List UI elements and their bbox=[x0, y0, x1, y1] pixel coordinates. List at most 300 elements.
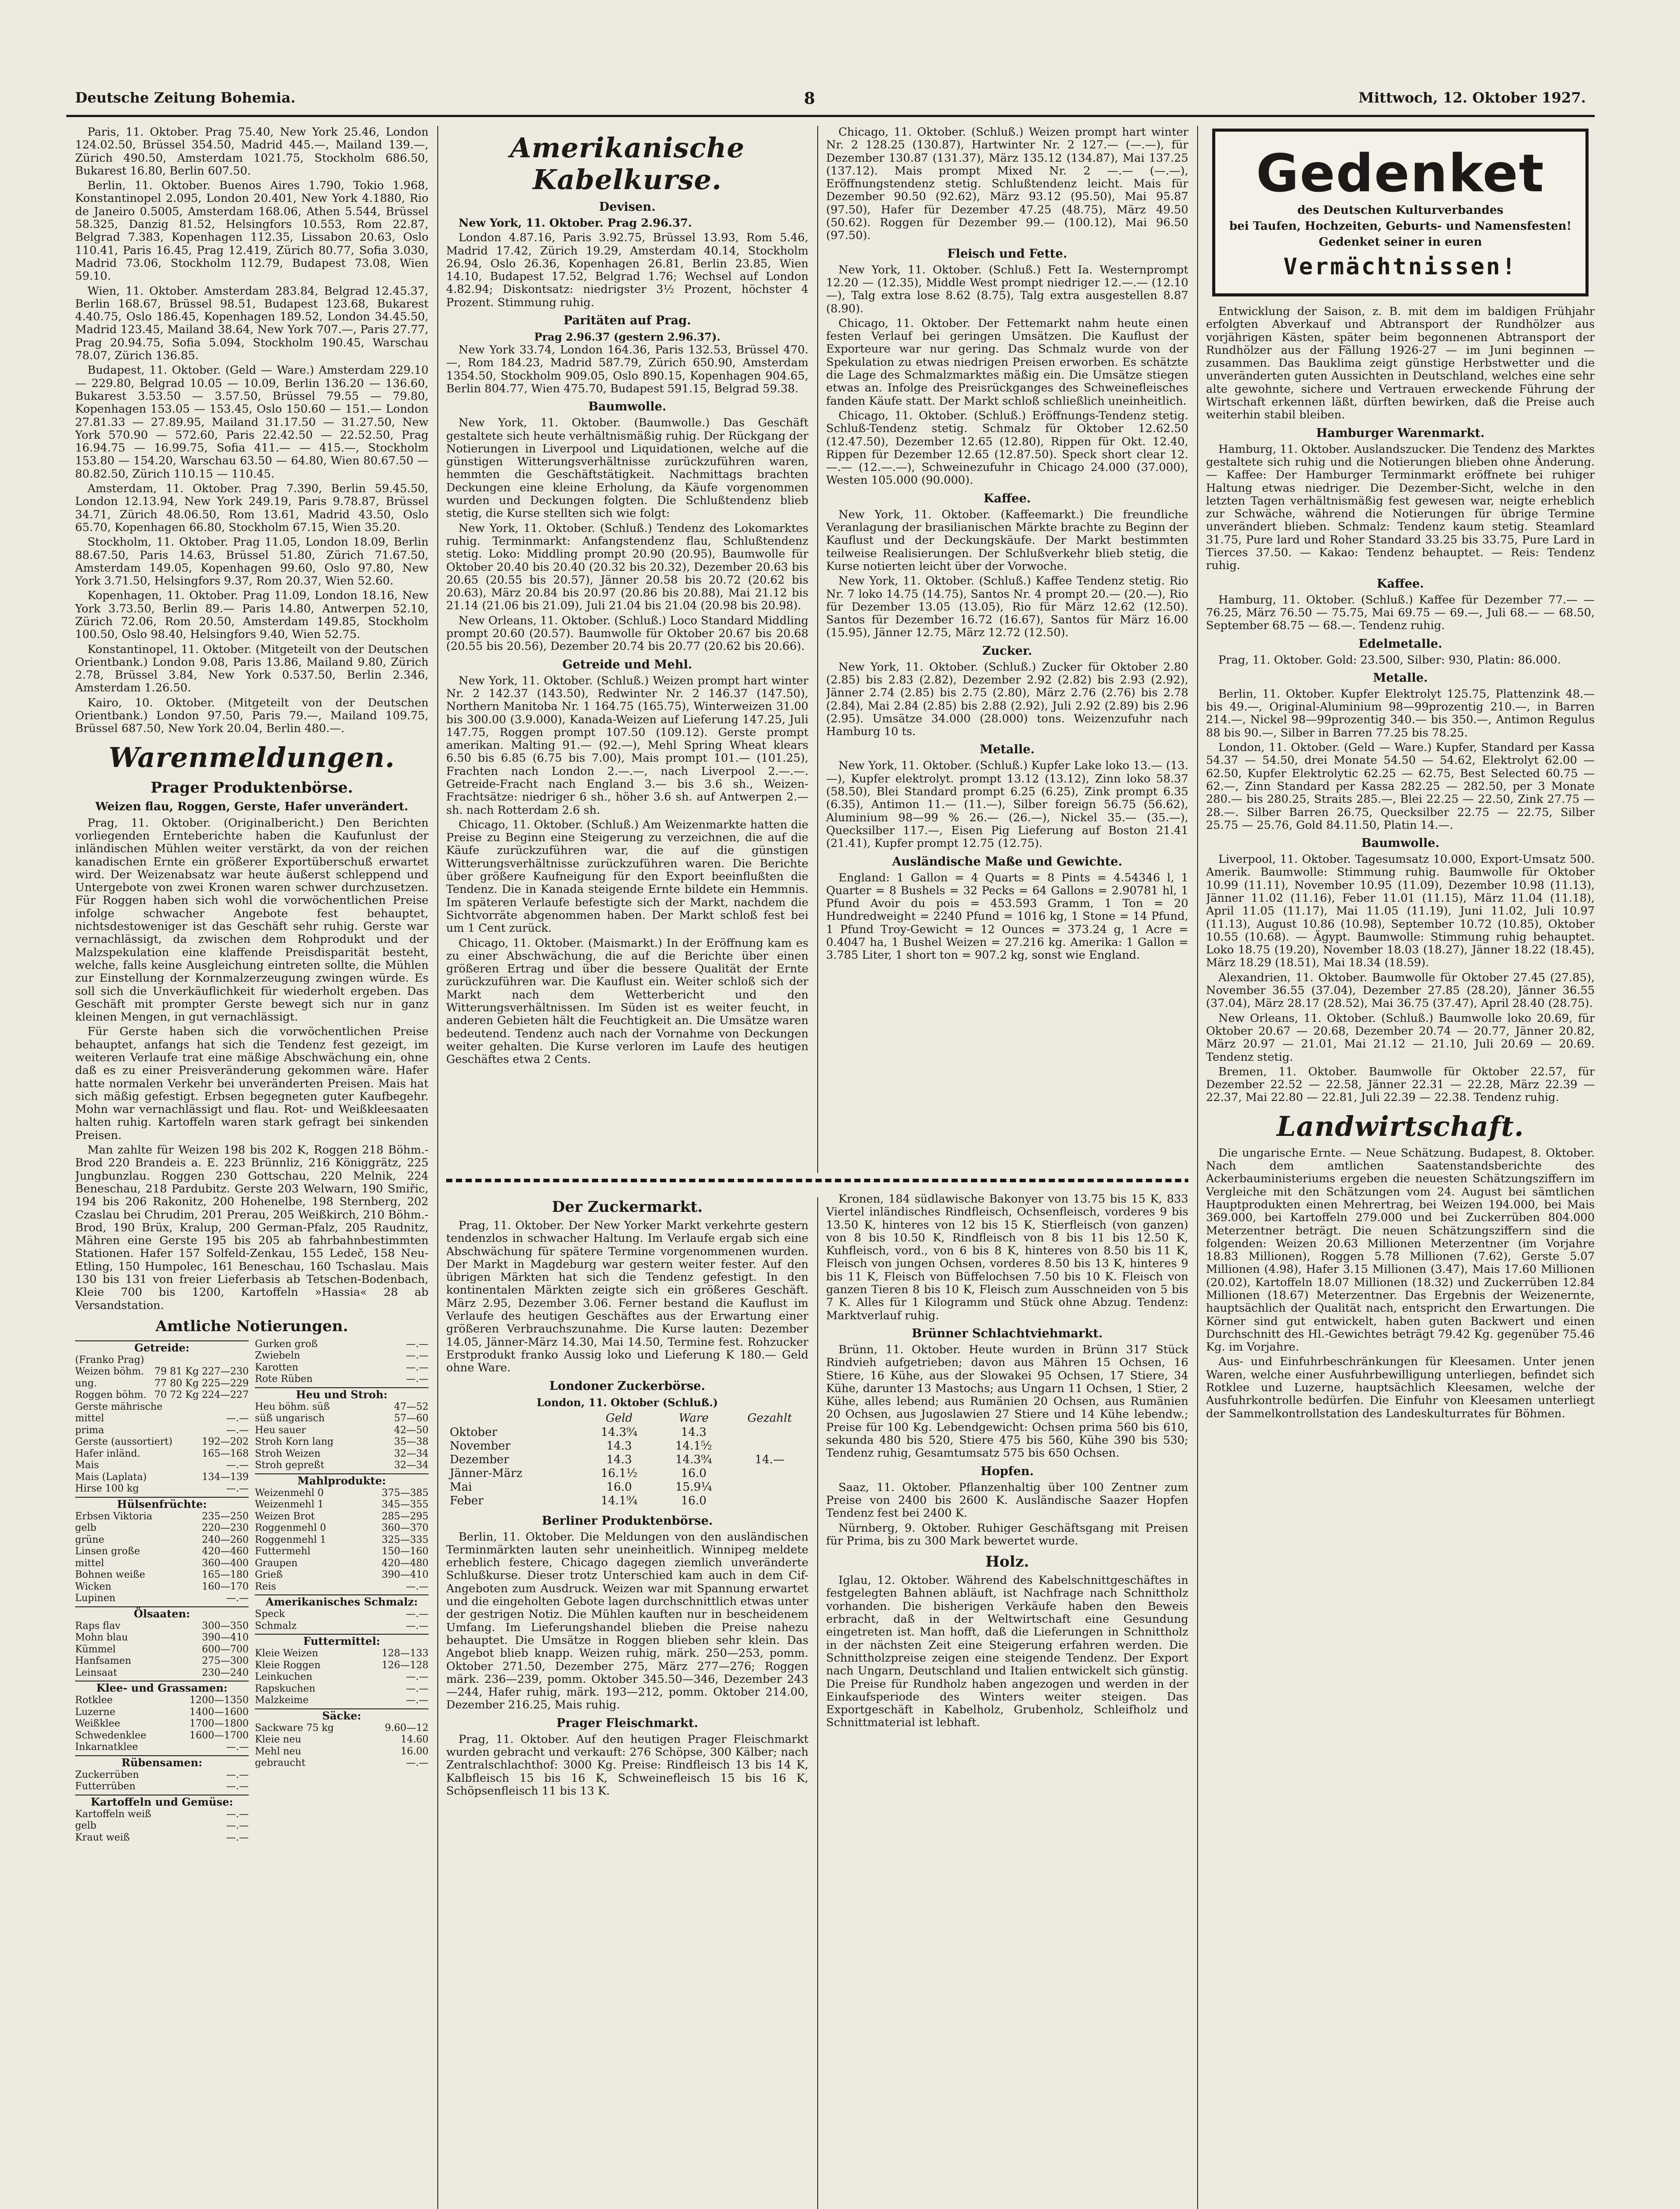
paritaeten-subheading: Prag 2.96.37 (gestern 2.96.37). bbox=[534, 330, 721, 344]
london-sugar-table bbox=[446, 1411, 808, 1508]
quotation-row bbox=[255, 1558, 429, 1570]
quotation-label: Mais (Laplata) bbox=[75, 1471, 147, 1483]
metalle-paragraph: London, 11. Oktober. (Geld — Ware.) Kupfer, Standard per Kassa 54.37 — 54.50, drei Monate 54.50 — 54.62, Elektrolyt 62.00 — 62.50, Kupfer Elektrolytic 62.25 — 62.75, Best Selected 60.75 — 62.—, Zinn Standard per Kassa 282.25 — 282.50, per 3 Monate 280.— bis 280.25, Straits 285.—, Blei 22.25 — 22.50, Zink 27.75 — 28.—. Silber Barren 26.75, Quecksilber 22.75 — 22.75, Silber 25.75 — 25.76, Gold 84.11.50, Platin 14.—. bbox=[1206, 741, 1595, 832]
quotation-label: Sackware 75 kg bbox=[255, 1722, 334, 1734]
prager-fleischmarkt-report: Prag, 11. Oktober. Auf den heutigen Prager Fleischmarkt wurden gebracht und verkauft: 276 Schöpse, 300 Kälber; nach Zentralschlachthof: 3000 Kg. Preise: Rindfleisch 13 bis 14 K, Kalbfleisch 15 bis 16 K, Schweinefleisch 15 bis 16 K, Schöpsenfleisch 11 bis 13 K. bbox=[446, 1732, 808, 1798]
quotation-row bbox=[75, 1389, 249, 1401]
quotation-price: 235—250 bbox=[202, 1511, 249, 1522]
quotations-right bbox=[255, 1339, 429, 1844]
prague-report-paragraph: Prag, 11. Oktober. (Originalbericht.) Den Berichten vorliegenden Ernteberichte haben die Kaufunlust der inländischen Mühlen weiter verstärkt, da von der reichen kanadischen Ernte ein größerer Exportüberschuß erwartet wird. Der Weizenabsatz war heute äußerst schleppend und Untergebote von zwei Kronen waren schwer durchzusetzen. Für Roggen haben sich wohl die vorwöchentlichen Preise infolge schwacher Angebote fest behauptet, nichtsdestoweniger ist das Geschäft sehr ruhig. Gerste war vernachlässigt, da zwischen dem Rohprodukt und der Malzspekulation eine klaffende Preisdisparität besteht, welche, falls keine Ausgleichung eintreten sollte, die Mühlen zur Einstellung der Kornmalzerzeugung zwingen würde. Es soll sich die Unverkäuflichkeit für wiederholt ergeben. Das Geschäft mit prompter Gerste bewegt sich nur in ganz kleinen Mengen, in gut vernachlässigt. bbox=[75, 816, 429, 1024]
quotation-label: Rote Rüben bbox=[255, 1374, 313, 1385]
kaffee-heading-2: Kaffee. bbox=[1377, 577, 1424, 591]
masthead-title: Deutsche Zeitung Bohemia. bbox=[75, 89, 296, 106]
quotation-price: 128—133 bbox=[382, 1648, 429, 1659]
baumwolle-paragraph: Liverpool, 11. Oktober. Tagesumsatz 10.000, Export-Umsatz 500. Amerik. Baumwolle: Stimmung ruhig. Baumwolle für Oktober 10.99 (11.11), November 10.95 (11.09), Dezember 10.98 (11.13), Jänner 11.02 (11.16), Feber 11.01 (11.15), März 11.04 (11.18), April 11.05 (11.17), Mai 11.05 (11.19), Juni 11.02, Juli 10.97 (11.13), August 10.86 (10.98), September 10.72 (10.85), Oktober 10.55 (10.68). — Ägypt. Baumwolle: Stimmung ruhig behauptet. Loko 18.75 (19.20), November 18.03 (18.27), Jänner 18.22 (18.45), März 18.29 (18.51), Mai 18.34 (18.59). bbox=[1206, 853, 1595, 970]
quotation-group-heading: Ölsaaten: bbox=[75, 1606, 249, 1621]
quotation-label: mittel bbox=[75, 1413, 104, 1424]
quotation-row bbox=[255, 1401, 429, 1413]
quotation-row bbox=[255, 1534, 429, 1546]
quotation-label: Gerste (aussortiert) bbox=[75, 1436, 173, 1448]
quotation-label: Linsen große bbox=[75, 1546, 140, 1557]
quotation-label: grüne bbox=[75, 1534, 104, 1545]
quotation-group-heading: Rübensamen: bbox=[75, 1755, 249, 1769]
quotation-row bbox=[75, 1534, 249, 1546]
quotation-row bbox=[255, 1522, 429, 1534]
table-cell: 14.3 bbox=[606, 1439, 632, 1453]
ad-slogan: Vermächtnissen! bbox=[1283, 254, 1517, 280]
quotation-row bbox=[255, 1448, 429, 1460]
quotation-label: süß ungarisch bbox=[255, 1413, 325, 1424]
quotation-price: 160—170 bbox=[202, 1581, 249, 1592]
exchange-report: Berlin, 11. Oktober. Buenos Aires 1.790, Tokio 1.968, Konstantinopel 2.095, London 20.401, New York 4.1880, Rio de Janeiro 0.5005, Amsterdam 168.06, Athen 5.544, Brüssel 58.325, Danzig 81.52, Helsingfors 10.553, Rom 22.87, Belgrad 7.383, Kopenhagen 112.35, Lissabon 20.63, Oslo 110.41, Paris 16.45, Prag 12.419, Zürich 80.77, Sofia 3.030, Madrid 73.06, Stockholm 112.79, Budapest 73.08, Wien 59.10. bbox=[75, 179, 429, 283]
prague-report-paragraph: Man zahlte für Weizen 198 bis 202 K, Roggen 218 Böhm.-Brod 220 Brandeis a. E. 223 Brünnliz, 216 Königgrätz, 225 Jungbunzlau. Roggen 230 Gottschau, 220 Melnik, 224 Beneschau, 218 Pardubitz. Gerste 203 Welwarn, 190 Smiřic, 194 bis 206 Rakonitz, 200 Hohenelbe, 198 Sternberg, 202 Czaslau bei Chrudim, 201 Prerau, 205 Weißkirch, 210 Böhm.-Brod, 190 Brüx, Kralup, 200 German-Pfalz, 205 Raudnitz, Mähren eine Gerste 195 bis 205 ab fahrbahnbestimmten Stationen. Hafer 157 Solfeld-Zenkau, 155 Ledeč, 158 Neu-Etling, 150 Humpolec, 161 Beneschau, 160 Tschaslau. Mais 130 bis 131 von freier Lieferbasis ab Tetschen-Bodenbach, Kleie 700 bis 1200, Kartoffeln »Hassia« 28 ab Versandstation. bbox=[75, 1143, 429, 1312]
quotation-label: Reis bbox=[255, 1581, 276, 1592]
quotation-row bbox=[255, 1374, 429, 1385]
quotation-row bbox=[255, 1734, 429, 1746]
quotation-label: Rotklee bbox=[75, 1695, 113, 1706]
prague-exchange-report bbox=[75, 817, 429, 1312]
quotation-label: Schmalz bbox=[255, 1620, 297, 1632]
quotation-label: Weizenmehl 1 bbox=[255, 1499, 324, 1511]
foreign-exchange-reports bbox=[75, 126, 429, 736]
quotation-price: 165—168 bbox=[202, 1448, 249, 1459]
quotation-price: 275—300 bbox=[202, 1655, 249, 1667]
ad-line: des Deutschen Kulturverbandes bbox=[1297, 204, 1504, 217]
quotation-price: —.— bbox=[406, 1757, 429, 1769]
quotation-label: Rapskuchen bbox=[255, 1683, 315, 1694]
quotation-price: 1200—1350 bbox=[190, 1695, 249, 1706]
quotation-price: —.— bbox=[226, 1742, 249, 1753]
notierungen-heading: Amtliche Notierungen. bbox=[155, 1317, 349, 1335]
kaffee-heading: Kaffee. bbox=[983, 491, 1031, 505]
getreide-paragraph: Chicago, 11. Oktober. (Maismarkt.) In der Eröffnung kam es zu einer Abschwächung, die auf die Berichte über einen größeren Ertrag und über die bessere Qualität der Ernte zurückzuführen war. Die Kauflust ein. Weiter schloß sich der Markt nach dem Wetterbericht und den Witterungsverhältnissen. Im Süden ist es weiter feucht, in anderen Gebieten hält die Feuchtigkeit an. Die Umsätze waren bedeutend. Tendenz auch nach der Vornahme von Deckungen weiter gehalten. Die Kurse verloren im Laufe des heutigen Geschäftes etwa 2 Cents. bbox=[446, 936, 808, 1067]
quotation-group-heading: Kartoffeln und Gemüse: bbox=[75, 1795, 249, 1809]
quotation-price: 47—52 bbox=[394, 1401, 429, 1412]
quotation-row bbox=[75, 1632, 249, 1644]
quotation-price: —.— bbox=[406, 1671, 429, 1683]
quotation-label: Kümmel bbox=[75, 1643, 116, 1655]
quotation-row bbox=[75, 1707, 249, 1719]
hamburger-report: Hamburg, 11. Oktober. Auslandszucker. Die Tendenz des Marktes gestaltete sich ruhig und die Notierungen blieben ohne Änderung. — Kaffee: Der Hamburger Terminmarkt eröffnete bei ruhiger Haltung etwas niedriger. Die Dezember-Sicht, welche in den letzten Tagen verhältnismäßig fest gewesen war, neigte erheblich zur Schwäche, während die Notierungen für übrige Termine unverändert blieben. Schmalz: Tendenz kaum stetig. Steamlard 31.75, Pure lard und Roher Standard 33.25 bis 33.75, Pure Lard in Tierces 37.50. — Kakao: Tendenz behauptet. — Reis: Tendenz ruhig. bbox=[1206, 442, 1595, 573]
newspaper-page bbox=[66, 84, 1595, 2209]
column-3 bbox=[826, 126, 1188, 1173]
quotation-price: 42—50 bbox=[394, 1424, 429, 1436]
newyork-rate-heading: New York, 11. Oktober. Prag 2.96.37. bbox=[459, 216, 692, 230]
table-cell: 14.1⁵⁄₂ bbox=[675, 1439, 712, 1453]
table-column-header: Ware bbox=[679, 1411, 709, 1425]
ad-title: Gedenket bbox=[1256, 143, 1545, 204]
quotation-label: Stroh gepreßt bbox=[255, 1460, 325, 1471]
table-cell: 16.0 bbox=[681, 1466, 707, 1480]
berliner-produktenboerse-heading: Berliner Produktenbörse. bbox=[542, 1514, 713, 1528]
zuckermarkt-report: Prag, 11. Oktober. Der New Yorker Markt verkehrte gestern tendenzlos in schwacher Haltung. Im Verlaufe ergab sich eine Abschwächung für spätere Termine vorgenommenen wurden. Der Markt in Magdeburg war gestern weiter fester. Auf den übrigen Märkten hat sich die Tendenz gefestigt. In den kontinentalen Märkten zeigte sich ein größeres Geschäft. März 2.95, Dezember 3.06. Ferner bestand die Kauflust im Verlaufe des heutigen Geschäftes aus der Erwartung einer größeren Verbrauchszunahme. Die Kurse lauten: Dezember 14.05, Jänner-März 14.30, Mai 14.50, Termine fest. Rohzucker Erstprodukt franko Aussig loko und Lieferung K 180.— Geld ohne Ware. bbox=[446, 1219, 808, 1375]
quotation-row bbox=[255, 1621, 429, 1632]
quotation-price: 325—335 bbox=[382, 1534, 429, 1545]
column-rule bbox=[437, 126, 438, 2209]
quotation-row bbox=[75, 1366, 249, 1378]
quotation-label: Roggenmehl 0 bbox=[255, 1522, 326, 1534]
quotation-row bbox=[75, 1558, 249, 1570]
quotation-row bbox=[75, 1581, 249, 1593]
hamburger-warenmarkt-heading: Hamburger Warenmarkt. bbox=[1316, 426, 1485, 440]
quotation-price: 375—385 bbox=[382, 1487, 429, 1499]
table-cell: 16.1¹⁄₂ bbox=[600, 1466, 638, 1480]
quotation-row bbox=[75, 1483, 249, 1495]
section-title-warenmeldungen: Warenmeldungen. bbox=[108, 741, 395, 774]
exchange-report: Amsterdam, 11. Oktober. Prag 7.390, Berlin 59.45.50, London 12.13.94, New York 249.19, Paris 9.78.87, Brüssel 34.71, Zürich 48.06.50, Rom 13.61, Madrid 43.50, Oslo 65.70, Kopenhagen 66.80, Stockholm 67.15, Wien 35.20. bbox=[75, 482, 429, 534]
quotation-row bbox=[75, 1569, 249, 1581]
landwirtschaft-title: Landwirtschaft. bbox=[1276, 1110, 1525, 1142]
table-cell bbox=[731, 1439, 808, 1453]
quotation-price: 32—34 bbox=[394, 1448, 429, 1459]
quotation-row bbox=[255, 1660, 429, 1672]
table-cell bbox=[731, 1494, 808, 1508]
quotation-row bbox=[75, 1820, 249, 1832]
quotation-label: Inkarnatklee bbox=[75, 1742, 138, 1753]
quotation-row bbox=[255, 1339, 429, 1351]
bruenner-report: Brünn, 11. Oktober. Heute wurden in Brünn 317 Stück Rindvieh aufgetrieben; davon aus Mähren 15 Ochsen, 16 Stiere, 16 Kühe, aus der Slowakei 95 Ochsen, 17 Stiere, 34 Kühe, darunter 13 Mastochs; aus Ungarn 11 Ochsen, 1 Stier, 2 Kühe, alles lebend; aus Rumänien 20 Ochsen, aus Rumänien 20 Ochsen, aus Jugoslawien 27 Stiere und 14 Kühe lebendw.; Preise für 100 Kg. Lebendgewicht: Ochsen prima 560 bis 610, sekunda 480 bis 520, Stiere 475 bis 560, Kühe 390 bis 530; Tendenz ruhig, Gesamtumsatz 575 bis 650 Ochsen. bbox=[826, 1343, 1188, 1460]
baumwolle-paragraph: New York, 11. Oktober. (Baumwolle.) Das Geschäft gestaltete sich heute verhältnismäßig ruhig. Der Rückgang der Notierungen in Liverpool und Liquidationen, welche auf die günstigen Witterungsverhältnisse zurückzuführen waren, hemmten die Geschäftstätigkeit. Nachmittags brachten Deckungen eine kleine Erholung, da Käufe vorgenommen wurden und Deckungen folgten. Die Schlußtendenz blieb stetig, die Kurse stellten sich wie folgt: bbox=[446, 416, 808, 520]
quotation-row bbox=[75, 1522, 249, 1534]
quotation-label: Luzerne bbox=[75, 1706, 116, 1718]
quotation-label: Graupen bbox=[255, 1557, 298, 1569]
quotation-label: Mehl neu bbox=[255, 1746, 302, 1757]
quotation-row bbox=[255, 1488, 429, 1499]
table-row bbox=[446, 1439, 808, 1453]
quotation-row bbox=[75, 1621, 249, 1632]
quotation-row bbox=[75, 1742, 249, 1754]
table-row-label: Mai bbox=[450, 1480, 472, 1494]
prague-exchange-heading: Prager Produktenbörse. bbox=[151, 778, 353, 797]
kaffee-paragraph: New York, 11. Oktober. (Kaffeemarkt.) Die freundliche Veranlagung der brasilianischen Märkte brachte zu Beginn der Kauflust und der Deckungskäufe. Der Markt bestimmten teilweise Realisierungen. Der Schlußverkehr blieb stetig, die Kurse notierten leicht über der Vorwoche. bbox=[826, 508, 1188, 573]
quotation-row bbox=[255, 1569, 429, 1581]
baumwolle-heading: Baumwolle. bbox=[588, 400, 667, 414]
prague-report-paragraph: Für Gerste haben sich die vorwöchentlichen Preise behauptet, anfangs hat sich die Tendenz fest gezeigt, im weiteren Verlaufe trat eine mäßige Abschwächung ein, ohne daß es zu einer Preisveränderung gekommen wäre. Hafer hatte normalen Verkehr bei unveränderten Preisen. Mais hat sich mäßig gefestigt. Erbsen begegneten guter Kaufbegehr. Mohn war vernachlässigt und flau. Rot- und Weißkleesaaten halten ruhig. Kartoffeln waren stark gefragt bei sinkenden Preisen. bbox=[75, 1025, 429, 1142]
ad-line: bei Taufen, Hochzeiten, Geburts- und Namensfesten! bbox=[1229, 220, 1572, 233]
quotation-label: Lupinen bbox=[75, 1593, 116, 1604]
table-row bbox=[446, 1467, 808, 1480]
table-cell bbox=[731, 1467, 808, 1480]
quotation-price: —.— bbox=[406, 1609, 429, 1620]
lower-right-subcolumn bbox=[826, 1193, 1188, 2209]
quotation-row bbox=[255, 1350, 429, 1362]
quotation-label: Mais bbox=[75, 1460, 99, 1471]
quotation-row bbox=[255, 1723, 429, 1735]
quotation-label: Speck bbox=[255, 1609, 285, 1620]
chicago-grain-report: Chicago, 11. Oktober. (Schluß.) Weizen prompt hart winter Nr. 2 128.25 (130.87), Hartwinter Nr. 2 127.— (—.—), für Dezember 130.87 (131.37), März 135.12 (134.87), Mai 137.25 (137.12). Mais prompt Mixed Nr. 2 —.— (—.—), Eröffnungstendenz stetig. Schlußtendenz leicht. Mais für Dezember 90.50 (92.62), März 93.12 (95.50), Mai 95.87 (97.50), Hafer für Dezember 47.25 (48.75), März 49.50 (50.62). Roggen für Dezember 99.— (100.12), Mai 96.50 (97.50). bbox=[826, 126, 1188, 243]
quotation-row bbox=[255, 1546, 429, 1558]
quotation-row bbox=[75, 1401, 249, 1413]
table-cell: 14.3 bbox=[681, 1425, 707, 1439]
london-subheading: London, 11. Oktober (Schluß.) bbox=[536, 1396, 718, 1409]
quotation-label: Kartoffeln weiß bbox=[75, 1808, 152, 1820]
quotation-price: 220—230 bbox=[202, 1522, 249, 1534]
quotation-label: Weißklee bbox=[75, 1718, 120, 1730]
quotation-label: Leinsaat bbox=[75, 1667, 118, 1678]
newyork-rates: London 4.87.16, Paris 3.92.75, Brüssel 13.93, Rom 5.46, Madrid 17.42, Zürich 19.29, Amsterdam 40.14, Stockholm 26.94, Oslo 26.36, Kopenhagen 26.81, Berlin 23.85, Wien 14.10, Budapest 17.52, Belgrad 1.76; Wechsel auf London 4.82.94; Diskontsatz: niedrigster 3½ Prozent, höchster 4 Prozent. Stimmung ruhig. bbox=[446, 231, 808, 309]
quotation-row bbox=[255, 1511, 429, 1523]
quotation-label: Kleie Roggen bbox=[255, 1659, 321, 1671]
quotation-group-heading: Amerikanisches Schmalz: bbox=[255, 1594, 429, 1609]
holz-report: Iglau, 12. Oktober. Während des Kabelschnittgeschäftes in festgelegten Bahnen abläuft, ist Nachfrage nach Schnittholz vorhanden. Die bisherigen Verkäufe haben den Beweis erbracht, daß in der Weltwirtschaft eine Gesundung eingetreten ist. Man hofft, daß die Lieferungen in Schnittholz in der nächsten Zeit eine Steigerung erfahren werden. Die Schnittholzpreise zeigen eine steigende Tendenz. Der Export nach Ungarn, Deutschland und Italien entwickelt sich günstig. Die Preise für Rundholz haben angezogen und werden in der Einkaufsperiode des Winters weiter steigen. Das Exportgeschäft in Kabelholz, Grubenholz, Schleifholz und Schnittmaterial ist lebhaft. bbox=[826, 1574, 1188, 1730]
quotation-row bbox=[255, 1499, 429, 1511]
quotation-price: —.— bbox=[406, 1683, 429, 1694]
hopfen-paragraph: Saaz, 11. Oktober. Pflanzenhaltig über 100 Zentner zum Preise von 2400 bis 2600 K. Ausländische Saazer Hopfen Tendenz fest bei 2400 K. bbox=[826, 1480, 1188, 1520]
metalle-reports bbox=[1206, 688, 1595, 832]
quotation-price: 360—370 bbox=[382, 1522, 429, 1534]
kulturverband-advertisement bbox=[1212, 129, 1589, 296]
quotation-row bbox=[255, 1609, 429, 1621]
quotation-price: 1700—1800 bbox=[190, 1718, 249, 1730]
quotation-price: —.— bbox=[406, 1338, 429, 1350]
quotation-label: Hirse 100 kg bbox=[75, 1483, 139, 1495]
fleisch-fette-reports bbox=[826, 264, 1188, 487]
quotation-label: Gerste mährische bbox=[75, 1401, 163, 1412]
quotation-price: —.— bbox=[226, 1808, 249, 1820]
table-row-label: Dezember bbox=[450, 1453, 509, 1466]
devisen-heading: Devisen. bbox=[599, 200, 656, 214]
prager-fleischmarkt-heading: Prager Fleischmarkt. bbox=[556, 1716, 698, 1730]
quotation-label: Gurken groß bbox=[255, 1338, 318, 1350]
quotation-price: 79 81 Kg 227—230 bbox=[154, 1366, 249, 1378]
quotations-left bbox=[75, 1339, 249, 1844]
table-column-header: Gezahlt bbox=[747, 1411, 792, 1425]
quotation-price: —.— bbox=[406, 1362, 429, 1373]
quotation-row bbox=[75, 1809, 249, 1821]
quotation-row bbox=[75, 1655, 249, 1667]
paritaeten-rates: New York 33.74, London 164.36, Paris 132.53, Brüssel 470.—, Rom 184.23, Madrid 587.79, Zürich 650.90, Amsterdam 1354.50, Stockholm 909.05, Oslo 890.15, Kopenhagen 904.65, Berlin 804.77, Wien 475.70, Budapest 591.15, Belgrad 59.38. bbox=[446, 343, 808, 395]
table-cell bbox=[731, 1426, 808, 1439]
quotation-label: Zwiebeln bbox=[255, 1350, 300, 1362]
landwirtschaft-paragraph: Aus- und Einfuhrbeschränkungen für Kleesamen. Unter jenen Waren, welche einer Ausfuhrbewilligung unterliegen, befindet sich Rotklee und Luzerne, hauptsächlich Kleesamen, welche der Ausfuhrkontrolle bedürfen. Die Einfuhr von Kleesamen unterliegt der Sammelkontrollstation des Landeskulturrates für Böhmen. bbox=[1206, 1355, 1595, 1420]
kaffee-paragraph: New York, 11. Oktober. (Schluß.) Kaffee Tendenz stetig. Rio Nr. 7 loko 14.75 (14.75), Santos Nr. 4 prompt 20.— (20.—), Rio für Dezember 13.05 (13.05), Rio für März 12.62 (12.50). Santos für Dezember 16.72 (16.67), Santos für März 16.00 (15.95), Jänner 12.75, März 12.72 (12.50). bbox=[826, 574, 1188, 640]
quotation-label: Raps flav bbox=[75, 1620, 121, 1632]
quotation-label: Leinkuchen bbox=[255, 1671, 313, 1683]
quotation-label: Heu sauer bbox=[255, 1424, 306, 1436]
baumwolle-reports bbox=[446, 417, 808, 653]
hopfen-paragraph: Nürnberg, 9. Oktober. Ruhiger Geschäftsgang mit Preisen für Prima, bis zu 300 Mark bewertet wurde. bbox=[826, 1521, 1188, 1548]
quotation-group-heading: Klee- und Grassamen: bbox=[75, 1681, 249, 1695]
column-4 bbox=[1206, 126, 1595, 2209]
quotation-price: 390—410 bbox=[202, 1632, 249, 1643]
holz-continuation-text: Entwicklung der Saison, z. B. mit dem im baldigen Frühjahr erfolgten Abverkauf und Abtransport der Rundhölzer aus vorjährigen Kästen, später beim begonnenen Abtransport der Rundhölzer aus der Fällung 1926-27 — im Juni beginnen — zusammen. Das Bauklima zeigt günstige Herbstwetter und die unveränderten guten Aussichten in Deutschland, welches eine sehr alte gewohnte, sichere und Vertrauen erweckende Führung der Wirtschaft erkennen läßt, dürften bewirken, daß die Preise auch weiterhin stabil bleiben. bbox=[1206, 305, 1595, 422]
lower-middle-section bbox=[446, 1193, 1188, 2209]
quotation-row bbox=[75, 1781, 249, 1793]
kabelkurse-title: Amerikanische Kabelkurse. bbox=[510, 132, 745, 196]
page-number: 8 bbox=[804, 89, 815, 108]
table-cell: 15.9¹⁄₄ bbox=[675, 1480, 712, 1494]
exchange-report: Kopenhagen, 11. Oktober. Prag 11.09, London 18.16, New York 3.73.50, Berlin 89.— Paris 14.80, Antwerpen 52.10, Zürich 72.06, Rom 20.50, Amsterdam 149.85, Stockholm 100.50, Oslo 98.40, Helsingfors 9.40, Wien 52.75. bbox=[75, 589, 429, 641]
exchange-report: Stockholm, 11. Oktober. Prag 11.05, London 18.09, Berlin 88.67.50, Paris 14.63, Brüssel 51.80, Zürich 71.67.50, Amsterdam 149.05, Kopenhagen 99.60, Oslo 97.80, New York 3.71.50, Helsingfors 9.37, Rom 20.37, Wien 52.60. bbox=[75, 535, 429, 588]
quotation-price: 285—295 bbox=[382, 1511, 429, 1522]
quotation-row bbox=[255, 1757, 429, 1769]
quotation-row bbox=[75, 1472, 249, 1484]
quotation-row bbox=[75, 1593, 249, 1605]
quotation-price: 420—460 bbox=[202, 1546, 249, 1557]
getreide-paragraph: New York, 11. Oktober. (Schluß.) Weizen prompt hart winter Nr. 2 142.37 (143.50), Redwinter Nr. 2 146.37 (147.50), Northern Manitoba Nr. 1 164.75 (165.75), Winterweizen 31.00 bis 300.00 (3.9.000), Kanada-Weizen auf Lieferung 147.25, Juli 147.75, Roggen prompt 107.50 (109.12). Gerste prompt amerikan. Malting 91.— (92.—), Mehl Spring Wheat klears 6.50 bis 6.85 (6.75 bis 7.00), Mais prompt 101.— (101.25), Frachten nach London 2.—.—, nach Liverpool 2.—.—. Getreide-Fracht nach England 3.— bis 3.6 sh., Weizen-Frachtsätze: niedriger 6 sh., höher 3.6 sh. auf Antwerpen 2.— sh. nach Rotterdam 2.6 sh. bbox=[446, 674, 808, 817]
quotation-row bbox=[75, 1460, 249, 1472]
zucker-report: New York, 11. Oktober. (Schluß.) Zucker für Oktober 2.80 (2.85) bis 2.83 (2.82), Dezember 2.92 (2.82) bis 2.93 (2.92), Jänner 2.74 (2.85) bis 2.75 (2.80), März 2.76 (2.76) bis 2.78 (2.84), Mai 2.84 (2.85) bis 2.88 (2.92), Juli 2.92 (2.89) bis 2.96 (2.95). Umsätze 34.000 (28.000) tons. Weizenzufuhr nach Hamburg 10 ts. bbox=[826, 660, 1188, 739]
paritaeten-heading: Paritäten auf Prag. bbox=[563, 314, 691, 328]
quotation-row bbox=[75, 1832, 249, 1844]
edelmetalle-report: Prag, 11. Oktober. Gold: 23.500, Silber: 930, Platin: 86.000. bbox=[1218, 653, 1561, 667]
quotation-row bbox=[75, 1425, 249, 1437]
quotation-label: Hafer inländ. bbox=[75, 1448, 140, 1459]
quotation-label: Weizen Brot bbox=[255, 1511, 315, 1522]
quotation-price: 16.00 bbox=[401, 1746, 429, 1757]
quotation-row bbox=[255, 1425, 429, 1437]
table-cell: 16.0 bbox=[681, 1494, 707, 1507]
quotation-price: —.— bbox=[226, 1820, 249, 1832]
hopfen-heading: Hopfen. bbox=[980, 1464, 1034, 1478]
table-cell: 16.0 bbox=[606, 1480, 632, 1494]
quotation-row bbox=[75, 1546, 249, 1558]
baumwolle-paragraph: New Orleans, 11. Oktober. (Schluß.) Loco Standard Middling prompt 20.60 (20.57). Baumwolle für Oktober 20.67 bis 20.68 (20.55 bis 20.56), Dezember 20.74 bis 20.77 (20.62 bis 20.66). bbox=[446, 614, 808, 653]
quotation-group-heading: Getreide: bbox=[75, 1340, 249, 1355]
quotation-row bbox=[255, 1746, 429, 1758]
exchange-report: Paris, 11. Oktober. Prag 75.40, New York 25.46, London 124.02.50, Brüssel 354.50, Madrid 445.—, Mailand 139.—, Zürich 490.50, Amsterdam 1021.75, Stockholm 686.50, Bukarest 16.80, Berlin 607.50. bbox=[75, 126, 429, 178]
quotation-row bbox=[75, 1695, 249, 1707]
quotation-price: —.— bbox=[406, 1374, 429, 1385]
holz-heading: Holz. bbox=[985, 1553, 1029, 1571]
table-row-label: Jänner-März bbox=[450, 1466, 523, 1480]
quotation-row bbox=[255, 1362, 429, 1374]
quotation-group-heading: Hülsenfrüchte: bbox=[75, 1497, 249, 1511]
quotation-label: Roggen böhm. bbox=[75, 1389, 147, 1401]
table-cell: 14.3⁹⁄₄ bbox=[675, 1453, 712, 1466]
quotation-price: 134—139 bbox=[202, 1471, 249, 1483]
prague-exchange-subheading: Weizen flau, Roggen, Gerste, Hafer unverändert. bbox=[95, 800, 409, 813]
quotation-label: Erbsen Viktoria bbox=[75, 1511, 152, 1522]
quotation-price: 230—240 bbox=[202, 1667, 249, 1678]
quotation-row bbox=[255, 1460, 429, 1472]
quotation-price: 9.60—12 bbox=[385, 1722, 429, 1734]
quotation-price: 300—350 bbox=[202, 1620, 249, 1632]
quotation-price: 420—480 bbox=[382, 1557, 429, 1569]
quotation-row bbox=[255, 1683, 429, 1695]
quotation-group-heading: Heu und Stroh: bbox=[255, 1387, 429, 1401]
quotation-row bbox=[75, 1413, 249, 1425]
fleisch-paragraph: Chicago, 11. Oktober. Der Fettemarkt nahm heute einen festen Verlauf bei geringen Umsätzen. Die Kauflust der Exporteure war nur gering. Das Schmalz wurde von der Spekulation zu etwas niedrigen Preisen erworben. Es schätzte die Lage des Schmalzmarktes mäßig ein. Die Umsätze stiegen etwas an. Infolge des Preisrückganges des Schweinefleisches fanden Käufe statt. Der Markt schloß schließlich uneinheitlich. bbox=[826, 316, 1188, 408]
table-cell: 14.3⁹⁄₄ bbox=[600, 1425, 638, 1439]
quotation-price: —.— bbox=[226, 1593, 249, 1604]
quotation-label: ung. bbox=[75, 1378, 97, 1389]
exchange-report: Wien, 11. Oktober. Amsterdam 283.84, Belgrad 12.45.37, Berlin 168.67, Brüssel 98.51, Budapest 123.68, Bukarest 4.40.75, Oslo 186.45, Kopenhagen 189.52, London 34.45.50, Madrid 123.45, Mailand 38.64, New York 707.—, Paris 27.77, Prag 20.94.75, Sofia 5.094, Stockholm 190.45, Warschau 78.07, Zürich 136.85. bbox=[75, 284, 429, 363]
quotation-price: 126—128 bbox=[382, 1659, 429, 1671]
quotation-label: Wicken bbox=[75, 1581, 112, 1592]
quotation-label: Kraut weiß bbox=[75, 1832, 130, 1843]
fleisch-paragraph: New York, 11. Oktober. (Schluß.) Fett Ia. Westernprompt 12.20 — (12.35), Middle West prompt niedriger 12.—.— (12.10—), Talg extra lose 8.62 (8.75), Talg extra ausgestellen 8.87 (8.90). bbox=[826, 263, 1188, 315]
landwirtschaft-paragraph: Die ungarische Ernte. — Neue Schätzung. Budapest, 8. Oktober. Nach dem amtlichen Saatenstandsberichte des Ackerbauministeriums ergeben die neuesten Schätzungsziffern im Vergleiche mit den Schätzungen vom 24. August bei sämtlichen Hauptprodukten einen Mehrertrag, bei Weizen 194.000, bei Mais 369.000, bei Kartoffeln 279.000 und bei Zuckerrüben 804.000 Meterzentner beträgt. Die neuen Schätzungsziffern sind die folgenden: Weizen 20.63 Millionen Meterzentner (im Vorjahre 18.83 Millionen), Roggen 5.78 Millionen (7.62), Gerste 5.07 Millionen (4.98), Hafer 3.15 Millionen (3.47), Mais 17.60 Millionen (20.02), Kartoffeln 18.07 Millionen (18.32) und Zuckerrüben 12.84 Millionen (18.67) Meterzentner. Das Ergebnis der Weizenernte, hauptsächlich der Qualität nach, entspricht den Erwartungen. Die Körner sind gut entwickelt, haben guten Backwert und einen Durchschnitt des Hl.-Gewichtes beträgt 79.42 Kg. gegenüber 75.46 Kg. im Vorjahre. bbox=[1206, 1146, 1595, 1354]
quotation-price: —.— bbox=[226, 1769, 249, 1780]
bruenner-schlachtvieh-heading: Brünner Schlachtviehmarkt. bbox=[911, 1326, 1103, 1340]
baumwolle-reports-2 bbox=[1206, 853, 1595, 1104]
quotation-price: 192—202 bbox=[202, 1436, 249, 1448]
quotation-label: Karotten bbox=[255, 1362, 299, 1373]
page-header bbox=[66, 84, 1595, 117]
quotation-label: Roggenmehl 1 bbox=[255, 1534, 326, 1545]
getreide-mehl-reports bbox=[446, 675, 808, 1067]
quotation-price: 77 80 Kg 225—229 bbox=[154, 1378, 249, 1389]
fleisch-fette-heading: Fleisch und Fette. bbox=[947, 247, 1067, 261]
quotation-row bbox=[75, 1511, 249, 1523]
quotation-price: 1400—1600 bbox=[190, 1706, 249, 1718]
quotation-label: Malzkeime bbox=[255, 1695, 309, 1706]
quotation-price: 240—260 bbox=[202, 1534, 249, 1545]
quotation-group-heading: Säcke: bbox=[255, 1708, 429, 1723]
table-row bbox=[446, 1494, 808, 1508]
masse-gewichte-text: England: 1 Gallon = 4 Quarts = 8 Pints = 4.54346 l, 1 Quarter = 8 Bushels = 32 Pecks = 64 Gallons = 2.90781 hl, 1 Pfund Avoir du pois = 453.593 Gramm, 1 Ton = 20 Hundredweight = 2240 Pfund = 1016 kg, 1 Stone = 14 Pfund, 1 Pfund Troy-Gewicht = 12 Ounces = 373.24 g, 1 Acre = 0.4047 ha, 1 Bushel Weizen = 27.216 kg. Amerika: 1 Gallon = 3.785 Liter, 1 short ton = 907.2 kg, sonst wie England. bbox=[826, 871, 1188, 962]
edelmetalle-heading: Edelmetalle. bbox=[1358, 637, 1442, 651]
ad-line: Gedenket seiner in euren bbox=[1319, 235, 1482, 249]
baumwolle-paragraph: New York, 11. Oktober. (Schluß.) Tendenz des Lokomarktes ruhig. Terminmarkt: Anfangstendenz flau, Schlußtendenz stetig. Loko: Middling prompt 20.90 (20.95), Baumwolle für Oktober 20.40 bis 20.40 (20.32 bis 20.32), Dezember 20.63 bis 20.65 (20.55 bis 20.57), Jänner 20.58 bis 20.72 (20.62 bis 20.63), März 20.84 bis 20.97 (20.86 bis 20.88), Mai 21.12 bis 21.14 (21.06 bis 21.09), Juli 21.04 bis 21.04 (20.98 bis 20.98). bbox=[446, 521, 808, 613]
quotation-row bbox=[255, 1695, 429, 1707]
quotation-price: —.— bbox=[226, 1781, 249, 1792]
quotation-group-heading: Futtermittel: bbox=[255, 1634, 429, 1648]
baumwolle-heading-2: Baumwolle. bbox=[1361, 836, 1440, 850]
column-2 bbox=[446, 126, 808, 1173]
quotation-label: Kleie neu bbox=[255, 1734, 301, 1746]
landwirtschaft-reports bbox=[1206, 1147, 1595, 1420]
quotation-label: gebraucht bbox=[255, 1757, 306, 1769]
quotation-label: (Franko Prag) bbox=[75, 1354, 144, 1366]
table-cell bbox=[731, 1480, 808, 1494]
getreide-mehl-heading: Getreide und Mehl. bbox=[562, 657, 692, 672]
fleisch-paragraph: Chicago, 11. Oktober. (Schluß.) Eröffnungs-Tendenz stetig. Schluß-Tendenz stetig. Schmalz für Oktober 12.62.50 (12.47.50), Dezember 12.65 (12.80), Rippen für Okt. 12.40, Rippen für Dezember 12.65 (12.87.50). Speck short clear 12.—.— (12.—.—), Schweinezufuhr in Chicago 24.000 (37.000), Westen 105.000 (90.000). bbox=[826, 409, 1188, 487]
quotation-row bbox=[75, 1448, 249, 1460]
price-quotations-table bbox=[75, 1339, 429, 1844]
baumwolle-paragraph: New Orleans, 11. Oktober. (Schluß.) Baumwolle loko 20.69, für Oktober 20.67 — 20.68, Dezember 20.74 — 20.77, Jänner 20.82, März 20.97 — 21.01, Mai 21.12 — 21.10, Juli 20.69 — 20.69. Tendenz stetig. bbox=[1206, 1011, 1595, 1064]
quotation-label: Weizenmehl 0 bbox=[255, 1487, 324, 1499]
table-row bbox=[446, 1426, 808, 1439]
table-row-label: November bbox=[450, 1439, 511, 1453]
quotation-label: Weizen böhm. bbox=[75, 1366, 144, 1378]
section-divider bbox=[446, 1179, 1188, 1182]
metalle-heading-2: Metalle. bbox=[1373, 671, 1428, 685]
baumwolle-paragraph: Bremen, 11. Oktober. Baumwolle für Oktober 22.57, für Dezember 22.52 — 22.58, Jänner 22.31 — 22.28, März 22.39 — 22.37, Mai 22.80 — 22.81, Juli 22.39 — 22.38. Tendenz ruhig. bbox=[1206, 1065, 1595, 1104]
quotation-price: 390—410 bbox=[382, 1569, 429, 1581]
quotation-row bbox=[255, 1436, 429, 1448]
hamburg-kaffee-report: Hamburg, 11. Oktober. (Schluß.) Kaffee für Dezember 77.— — 76.25, März 76.50 — 75.75, Mai 69.75 — 69.—, Juli 68.— — 68.50, September 68.75 — 68.—. Tendenz ruhig. bbox=[1206, 593, 1595, 633]
quotation-label: Grieß bbox=[255, 1569, 283, 1581]
quotation-row bbox=[75, 1718, 249, 1730]
quotation-label: Heu böhm. süß bbox=[255, 1401, 330, 1412]
table-row bbox=[446, 1480, 808, 1494]
column-rule bbox=[1197, 126, 1198, 2209]
quotation-price: —.— bbox=[226, 1460, 249, 1471]
table-row bbox=[446, 1453, 808, 1467]
metalle-report: New York, 11. Oktober. (Schluß.) Kupfer Lake loko 13.— (13.—), Kupfer elektrolyt. prompt 13.12 (13.12), Zinn loko 58.37 (58.50), Blei Standard prompt 6.25 (6.25), Zink prompt 6.35 (6.35), Antimon 11.— (11.—), Silber foreign 56.75 (56.62), Aluminium 98—99 % 26.— (26.—), Nickel 35.— (35.—), Quecksilber 117.—, Eisen Pig Lieferung auf Boston 21.41 (21.41), Kupfer prompt 12.75 (12.75). bbox=[826, 759, 1188, 850]
column-1 bbox=[75, 126, 429, 2209]
table-cell: 14.3 bbox=[606, 1453, 632, 1466]
quotation-price: 360—400 bbox=[202, 1557, 249, 1569]
exchange-report: Konstantinopel, 11. Oktober. (Mitgeteilt von der Deutschen Orientbank.) London 9.08, Paris 13.86, Mailand 9.80, Zürich 2.78, Brüssel 3.84, New York 0.537.50, Berlin 2.346, Amsterdam 1.26.50. bbox=[75, 642, 429, 695]
quotation-row bbox=[75, 1730, 249, 1742]
table-column-header: Geld bbox=[605, 1411, 633, 1425]
quotation-price: —.— bbox=[406, 1350, 429, 1362]
quotation-row bbox=[75, 1644, 249, 1656]
metalle-paragraph: Berlin, 11. Oktober. Kupfer Elektrolyt 125.75, Plattenzink 48.— bis 49.—, Original-Aluminium 98—99prozentig 210.—, in Barren 214.—, Nickel 98—99prozentig 340.— bis 350.—, Antimon Regulus 88 bis 90.—, Silber in Barren 77.25 bis 78.25. bbox=[1206, 687, 1595, 740]
quotation-row bbox=[75, 1436, 249, 1448]
quotation-price: —.— bbox=[226, 1483, 249, 1495]
exchange-report: Kairo, 10. Oktober. (Mitgeteilt von der Deutschen Orientbank.) London 97.50, Paris 79.—, Mailand 109.75, Brüssel 687.50, New York 20.04, Berlin 480.—. bbox=[75, 696, 429, 736]
quotation-group-heading: Mahlprodukte: bbox=[255, 1473, 429, 1488]
quotation-price: 70 72 Kg 224—227 bbox=[154, 1389, 249, 1401]
quotation-label: Zuckerrüben bbox=[75, 1769, 139, 1780]
quotation-label: gelb bbox=[75, 1522, 97, 1534]
quotation-price: 345—355 bbox=[382, 1499, 429, 1511]
quotation-price: 150—160 bbox=[382, 1546, 429, 1557]
